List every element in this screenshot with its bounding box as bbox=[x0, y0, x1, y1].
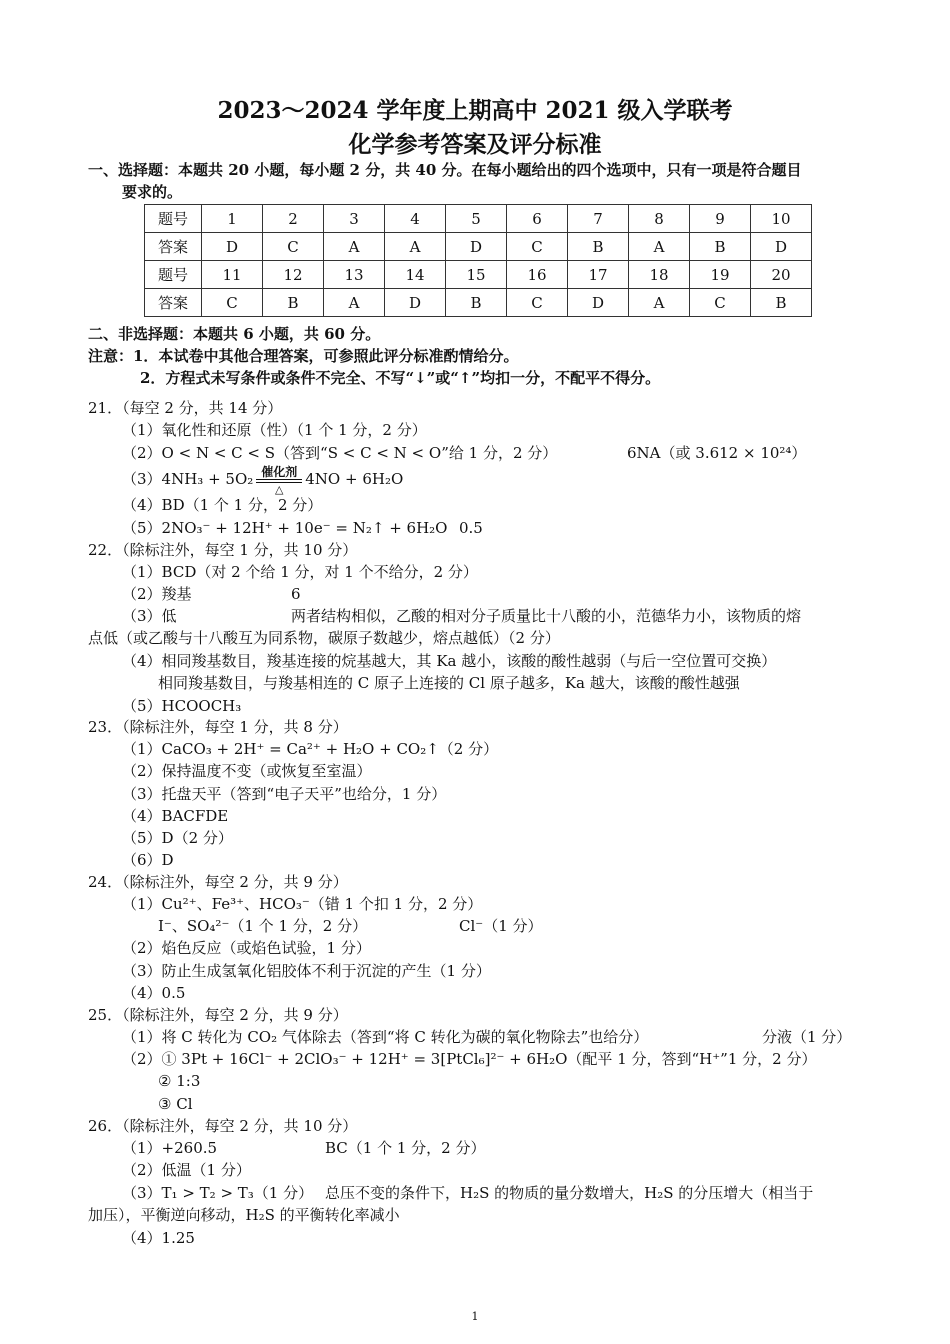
section1-heading-cont: 要求的。 bbox=[122, 183, 183, 201]
q26-answer-1: （1）+260.5 bbox=[122, 1139, 218, 1157]
table-cell: 4 bbox=[385, 205, 446, 233]
table-cell: 11 bbox=[202, 261, 263, 289]
q24-answer-1b: I⁻、SO₄²⁻（1 个 1 分，2 分） bbox=[158, 917, 368, 935]
table-cell: C bbox=[507, 233, 568, 261]
q26-heading: 26．（除标注外，每空 2 分，共 10 分） bbox=[88, 1117, 358, 1135]
table-header-cell: 题号 bbox=[145, 261, 202, 289]
table-cell: 20 bbox=[751, 261, 812, 289]
section1-heading: 一、选择题：本题共 20 小题，每小题 2 分，共 40 分。在每小题给出的四个选项中，只有一项是符合题目 bbox=[88, 161, 802, 179]
q21-answer-2: （2）O < N < C < S（答到“S < C < N < O”给 1 分，2 分） bbox=[122, 444, 558, 462]
table-cell: A bbox=[324, 233, 385, 261]
table-row bbox=[145, 261, 812, 289]
q25-answer-1b: 分液（1 分） bbox=[762, 1028, 852, 1046]
q25-answer-2c: ③ Cl bbox=[158, 1095, 193, 1113]
table-cell: D bbox=[568, 289, 629, 317]
q23-answer-6: （6）D bbox=[122, 851, 174, 869]
table-cell: C bbox=[263, 233, 324, 261]
table-cell: 5 bbox=[446, 205, 507, 233]
table-row bbox=[145, 205, 812, 233]
q23-answer-5: （5）D（2 分） bbox=[122, 829, 233, 847]
equation-products: 4NO + 6H₂O bbox=[305, 470, 404, 488]
q26-answer-3-cont: 加压），平衡逆向移动，H₂S 的平衡转化率减小 bbox=[88, 1206, 400, 1224]
section2-heading: 二、非选择题：本题共 6 小题，共 60 分。 bbox=[88, 325, 381, 343]
q21-answer-5b: 0.5 bbox=[459, 519, 483, 537]
q22-answer-3: （3）低 bbox=[122, 607, 177, 625]
table-cell: 14 bbox=[385, 261, 446, 289]
table-cell: 19 bbox=[690, 261, 751, 289]
q22-answer-2b: 6 bbox=[291, 585, 301, 603]
catalyst-label: 催化剂 bbox=[261, 465, 298, 479]
q22-answer-5: （5）HCOOCH₃ bbox=[122, 697, 242, 715]
table-row bbox=[145, 233, 812, 261]
q24-answer-2: （2）焰色反应（或焰色试验，1 分） bbox=[122, 939, 371, 957]
table-cell: B bbox=[690, 233, 751, 261]
q25-heading: 25．（除标注外，每空 2 分，共 9 分） bbox=[88, 1006, 348, 1024]
q22-heading: 22．（除标注外，每空 1 分，共 10 分） bbox=[88, 541, 358, 559]
document-title: 2023～2024 学年度上期高中 2021 级入学联考 bbox=[217, 97, 733, 124]
page-number: 1 bbox=[471, 1310, 479, 1323]
table-cell: 2 bbox=[263, 205, 324, 233]
table-cell: A bbox=[385, 233, 446, 261]
q21-heading: 21．（每空 2 分，共 14 分） bbox=[88, 399, 283, 417]
table-cell: B bbox=[263, 289, 324, 317]
q22-answer-4: （4）相同羧基数目，羧基连接的烷基越大，其 Ka 越小，该酸的酸性越弱（与后一空位置可交换） bbox=[122, 652, 777, 670]
q26-answer-3b: 总压不变的条件下，H₂S 的物质的量分数增大，H₂S 的分压增大（相当于 bbox=[325, 1184, 814, 1202]
q23-answer-2: （2）保持温度不变（或恢复至室温） bbox=[122, 762, 372, 780]
table-cell: C bbox=[690, 289, 751, 317]
q22-answer-3b: 两者结构相似，乙酸的相对分子质量比十八酸的小，范德华力小，该物质的熔 bbox=[291, 607, 802, 625]
table-cell: A bbox=[324, 289, 385, 317]
q22-answer-1: （1）BCD（对 2 个给 1 分，对 1 个不给分，2 分） bbox=[122, 563, 478, 581]
table-cell: B bbox=[751, 289, 812, 317]
table-cell: 9 bbox=[690, 205, 751, 233]
note-line-1: 注意：1．本试卷中其他合理答案，可参照此评分标准酌情给分。 bbox=[88, 347, 519, 365]
q21-answer-3 bbox=[122, 465, 404, 496]
q22-answer-2: （2）羧基 bbox=[122, 585, 192, 603]
q21-answer-4: （4）BD（1 个 1 分，2 分） bbox=[122, 496, 323, 514]
q21-answer-1: （1）氧化性和还原（性）（1 个 1 分，2 分） bbox=[122, 421, 427, 439]
answer-table bbox=[144, 204, 812, 317]
catalyst-arrow bbox=[256, 465, 302, 496]
q26-answer-2: （2）低温（1 分） bbox=[122, 1161, 251, 1179]
table-cell: 10 bbox=[751, 205, 812, 233]
table-cell: 17 bbox=[568, 261, 629, 289]
q21-answer-2b: 6NA（或 3.612 × 10²⁴） bbox=[627, 444, 807, 462]
q21-answer-5: （5）2NO₃⁻ + 12H⁺ + 10e⁻ = N₂↑ + 6H₂O bbox=[122, 519, 448, 537]
note-line-2: 2．方程式未写条件或条件不完全、不写“↓”或“↑”均扣一分，不配平不得分。 bbox=[140, 369, 661, 387]
q23-answer-3: （3）托盘天平（答到“电子天平”也给分，1 分） bbox=[122, 785, 447, 803]
table-cell: D bbox=[385, 289, 446, 317]
q25-answer-2b: ② 1:3 bbox=[158, 1072, 201, 1090]
q25-answer-2: （2）① 3Pt + 16Cl⁻ + 2ClO₃⁻ + 12H⁺ = 3[PtCl₆]²⁻ + 6H₂O（配平 1 分，答到“H⁺”1 分，2 分） bbox=[122, 1050, 817, 1068]
equation-reactants: （3）4NH₃ + 5O₂ bbox=[122, 470, 254, 488]
table-cell: D bbox=[751, 233, 812, 261]
document-subtitle: 化学参考答案及评分标准 bbox=[348, 131, 602, 158]
q26-answer-4: （4）1.25 bbox=[122, 1229, 195, 1247]
q23-answer-4: （4）BACFDE bbox=[122, 807, 229, 825]
table-cell: 16 bbox=[507, 261, 568, 289]
q22-answer-3-cont: 点低（或乙酸与十八酸互为同系物，碳原子数越少，熔点越低）（2 分） bbox=[88, 629, 560, 647]
q23-answer-1: （1）CaCO₃ + 2H⁺ = Ca²⁺ + H₂O + CO₂↑（2 分） bbox=[122, 740, 499, 758]
q24-answer-3: （3）防止生成氢氧化铝胶体不利于沉淀的产生（1 分） bbox=[122, 962, 491, 980]
table-cell: 13 bbox=[324, 261, 385, 289]
table-cell: D bbox=[446, 233, 507, 261]
q24-answer-1c: Cl⁻（1 分） bbox=[459, 917, 543, 935]
table-cell: 7 bbox=[568, 205, 629, 233]
table-header-cell: 答案 bbox=[145, 289, 202, 317]
table-cell: B bbox=[446, 289, 507, 317]
table-cell: D bbox=[202, 233, 263, 261]
table-cell: C bbox=[202, 289, 263, 317]
table-header-cell: 题号 bbox=[145, 205, 202, 233]
table-cell: C bbox=[507, 289, 568, 317]
table-cell: 18 bbox=[629, 261, 690, 289]
table-cell: 1 bbox=[202, 205, 263, 233]
q25-answer-1: （1）将 C 转化为 CO₂ 气体除去（答到“将 C 转化为碳的氧化物除去”也给分） bbox=[122, 1028, 649, 1046]
q26-answer-3: （3）T₁ > T₂ > T₃（1 分） bbox=[122, 1184, 314, 1202]
table-cell: A bbox=[629, 289, 690, 317]
q26-answer-1b: BC（1 个 1 分，2 分） bbox=[325, 1139, 486, 1157]
table-cell: 3 bbox=[324, 205, 385, 233]
q24-answer-4: （4）0.5 bbox=[122, 984, 186, 1002]
table-cell: A bbox=[629, 233, 690, 261]
table-header-cell: 答案 bbox=[145, 233, 202, 261]
table-cell: 6 bbox=[507, 205, 568, 233]
table-cell: 12 bbox=[263, 261, 324, 289]
q22-answer-4b: 相同羧基数目，与羧基相连的 C 原子上连接的 Cl 原子越多，Ka 越大，该酸的酸性越强 bbox=[158, 674, 740, 692]
q24-answer-1: （1）Cu²⁺、Fe³⁺、HCO₃⁻（错 1 个扣 1 分，2 分） bbox=[122, 895, 483, 913]
table-cell: 15 bbox=[446, 261, 507, 289]
table-row bbox=[145, 289, 812, 317]
q24-heading: 24．（除标注外，每空 2 分，共 9 分） bbox=[88, 873, 348, 891]
table-cell: 8 bbox=[629, 205, 690, 233]
q23-heading: 23．（除标注外，每空 1 分，共 8 分） bbox=[88, 718, 348, 736]
heat-symbol: △ bbox=[275, 483, 284, 496]
table-cell: B bbox=[568, 233, 629, 261]
